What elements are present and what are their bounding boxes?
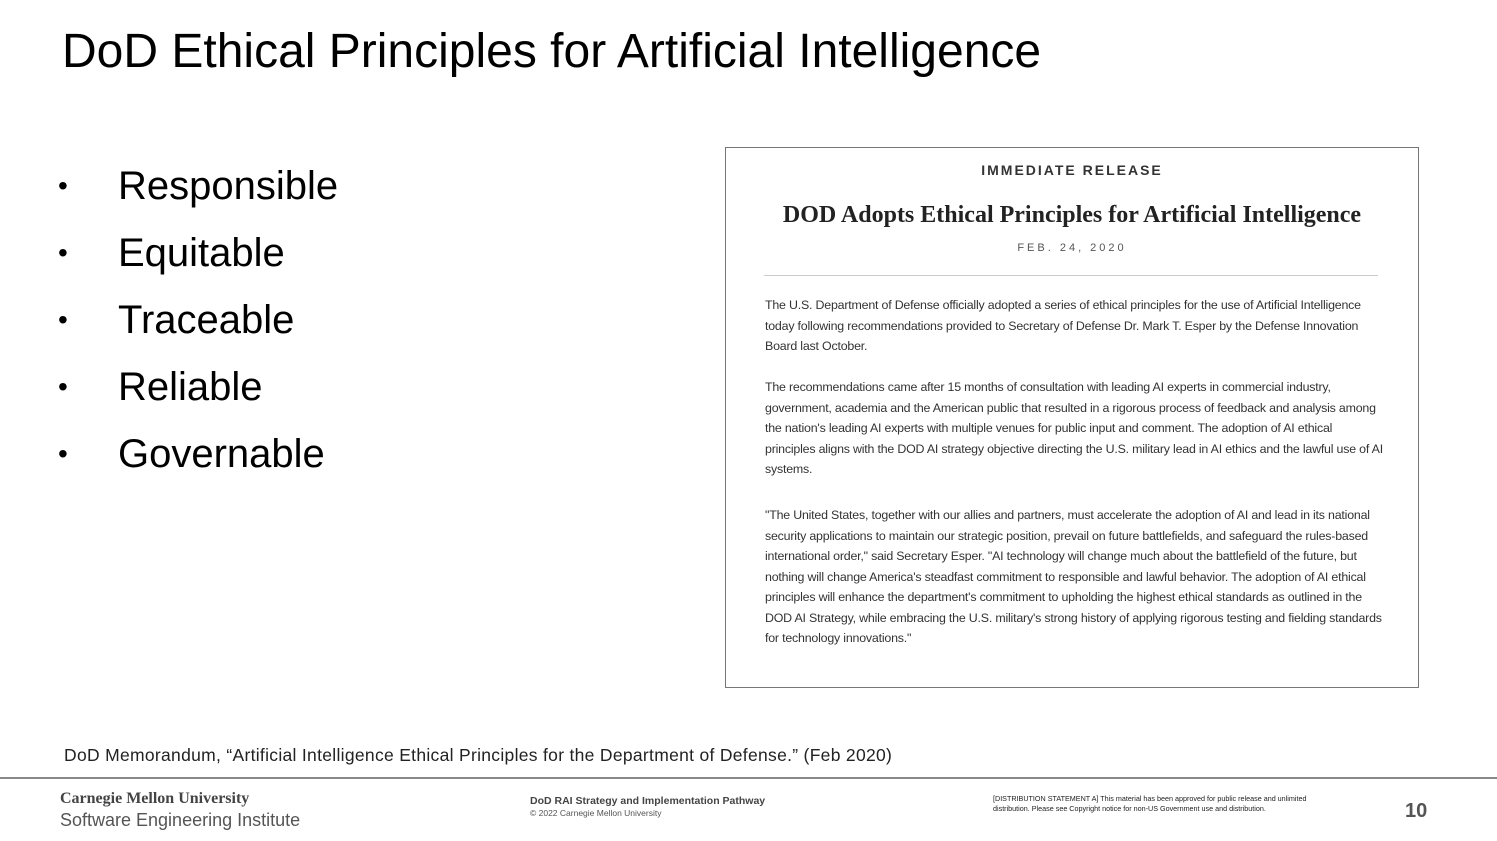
list-item: [58, 353, 338, 420]
page-number: 10: [1405, 800, 1428, 822]
list-item: [58, 219, 338, 286]
distribution-statement: [DISTRIBUTION STATEMENT A] This material has been approved for public release and unlimited distribution. Please see Copyright notice for non-US Government use and distribution.: [993, 794, 1307, 813]
bullet-icon: •: [58, 169, 68, 201]
university-logo: Carnegie Mellon University: [60, 790, 250, 807]
release-paragraph: The U.S. Department of Defense officially adopted a series of ethical principles for the use of Artificial Intelligence today following recommendations provided to Secretary of Defense Dr. Mark T. Esper by the Defense Innovation Board last October.: [765, 298, 1361, 353]
release-date: FEB. 24, 2020: [1017, 242, 1127, 254]
citation: DoD Memorandum, “Artificial Intelligence Ethical Principles for the Department of Defense.” (Feb 2020): [64, 745, 893, 765]
bullet-icon: •: [58, 437, 68, 469]
press-release-image: [725, 147, 1419, 688]
release-divider: [764, 275, 1378, 276]
copyright: © 2022 Carnegie Mellon University: [530, 808, 662, 818]
release-paragraph: The recommendations came after 15 months of consultation with leading AI experts in commercial industry, government, academia and the American public that resulted in a rigorous process of feedback and analysis among the nation's leading AI experts with multiple venues for public input and comment. The adoption of AI ethical principles aligns with the DOD AI strategy objective directing the U.S. military lead in AI ethics and the lawful use of AI systems.: [765, 380, 1383, 476]
institute-name: Software Engineering Institute: [60, 810, 301, 830]
release-paragraph: "The United States, together with our allies and partners, must accelerate the adoption of AI and lead in its national security applications to maintain our strategic position, prevail on future battlefields, and safeguard the rules-based international order," said Secretary Esper. "AI technology will change much about the battlefield of the future, but nothing will change America's steadfast commitment to responsible and lawful behavior. The adoption of AI ethical principles will enhance the department's commitment to upholding the highest ethical standards as outlined in the DOD AI Strategy, while embracing the U.S. military's strong history of applying rigorous testing and fielding standards for technology innovations.": [765, 508, 1382, 645]
slide-title: DoD Ethical Principles for Artificial Intelligence: [62, 25, 1042, 78]
principle-label: Traceable: [118, 297, 295, 342]
list-item: [58, 286, 338, 353]
list-item: [58, 420, 338, 487]
bullet-icon: •: [58, 303, 68, 335]
release-headline: DOD Adopts Ethical Principles for Artificial Intelligence: [782, 202, 1362, 228]
list-item: [58, 152, 338, 219]
footer-divider: [0, 777, 1497, 779]
principle-label: Governable: [118, 431, 325, 476]
bullet-icon: •: [58, 236, 68, 268]
principles-list: [58, 152, 338, 487]
principle-label: Equitable: [118, 230, 285, 275]
principle-label: Reliable: [118, 364, 263, 409]
deck-title: DoD RAI Strategy and Implementation Pathway: [530, 795, 766, 807]
principle-label: Responsible: [118, 163, 339, 208]
release-kicker: IMMEDIATE RELEASE: [981, 162, 1163, 178]
bullet-icon: •: [58, 370, 68, 402]
